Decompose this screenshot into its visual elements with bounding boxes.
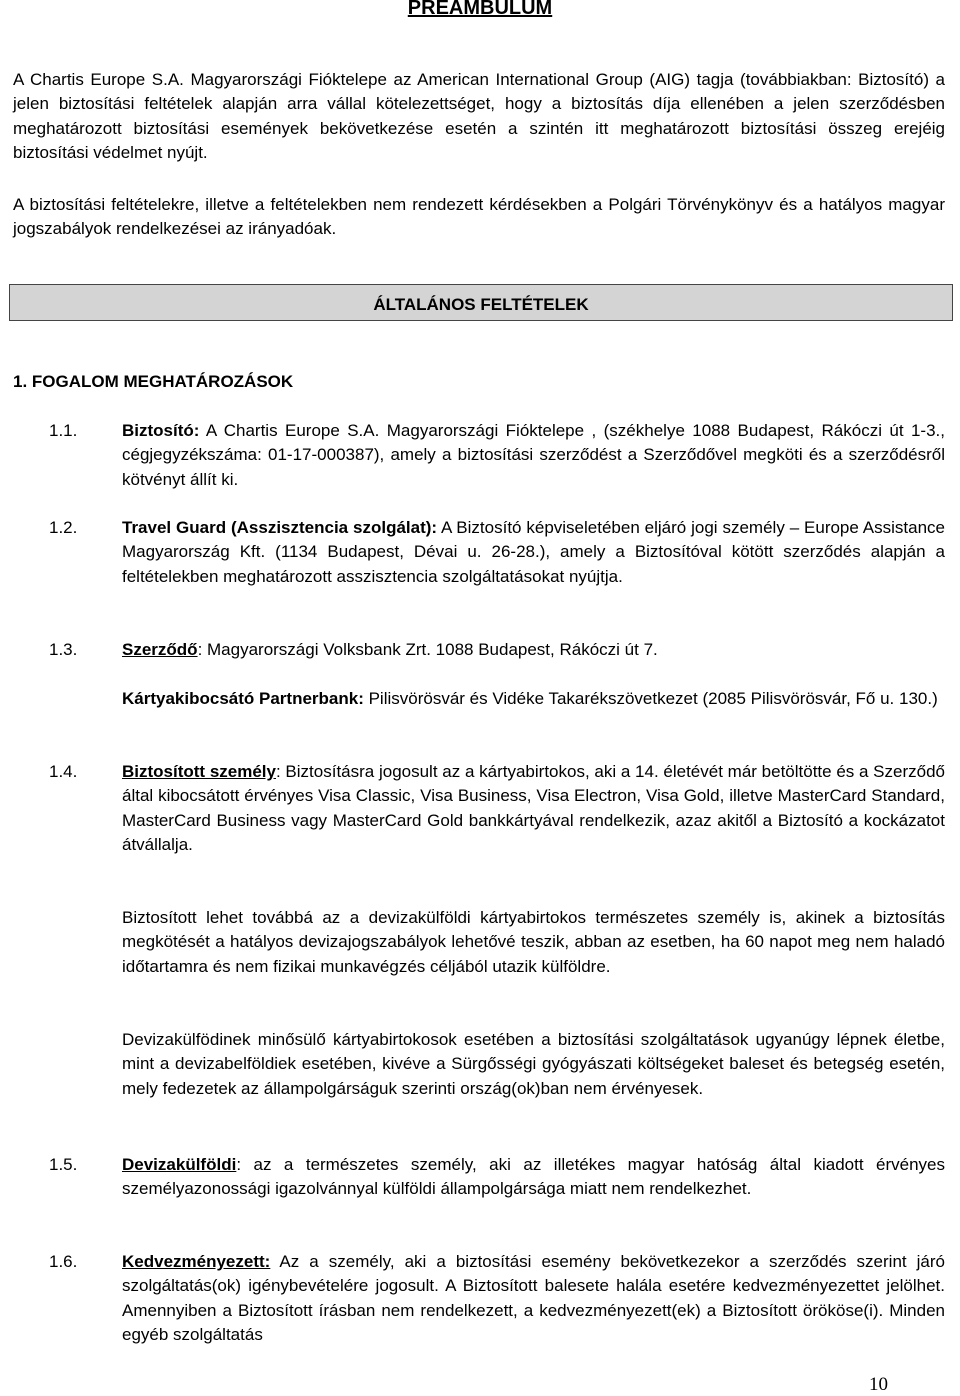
definition-1-4-paragraph-3: Devizakülfödinek minősülő kártyabirtokosok esetében a biztosítási szolgáltatások ugyanúgy lépnek életbe, mint a devizabelföldiek esetében, kivéve a Sürgősségi gyógyászati költségeket baleset és betegség esetén, mely fedezetek az állampolgárságuk szerinti ország(ok)ban nem érvényesek.	[122, 1030, 945, 1098]
definition-number-1-2: 1.2.	[49, 518, 78, 537]
definition-number-1-6: 1.6.	[49, 1252, 78, 1271]
definition-partnerbank-text: Pilisvörösvár és Vidéke Takarékszövetkezet (2085 Pilisvörösvár, Fő u. 130.)	[363, 689, 938, 708]
definition-number-1-3: 1.3.	[49, 640, 78, 659]
definition-number-1-4: 1.4.	[49, 762, 78, 781]
section-title-box: ÁLTALÁNOS FELTÉTELEK	[9, 284, 953, 321]
definition-1-4	[122, 760, 945, 857]
term-szerzodo: Szerződő	[122, 640, 198, 659]
definition-1-4-text: : Biztosításra jogosult az a kártyabirtokos, aki a 14. életévét már betöltötte és a Szerződő által kibocsátott érvényes Visa Classic, Visa Business, Visa Electron, Visa Gold, illetve MasterCard Standard, MasterCard Business vagy MasterCard Gold bankkártyával rendelkezik, azaz akitől a Biztosító a kockázatot átvállalja.	[122, 762, 945, 854]
definition-1-2	[122, 516, 945, 589]
term-biztosito: Biztosító:	[122, 421, 200, 440]
definition-number-1-1: 1.1.	[49, 421, 78, 440]
definition-1-3	[122, 638, 945, 662]
definition-partnerbank	[122, 687, 945, 711]
definition-1-6-text: Az a személy, aki a biztosítási esemény bekövetkezekor a szerződés szerint járó szolgáltatás(ok) igénybevételére jogosult. A Biztosított balesete halála esetére kedvezményezettet jelölhet. Amennyiben a Biztosított írásban nem rendelkezett, a kedvezményezett(ek) a Biztosított örököse(i). Minden egyéb szolgáltatás	[122, 1252, 945, 1344]
definition-1-4-paragraph-2: Biztosított lehet továbbá az a devizakülföldi kártyabirtokos természetes személy is, akinek a biztosítás megkötését a hatályos devizajogszabályok lehetővé teszik, abban az esetben, ha 60 napot meg nem haladó időtartamra és nem fizikai munkavégzés céljából utazik külföldre.	[122, 908, 945, 976]
term-travel-guard: Travel Guard (Asszisztencia szolgálat):	[122, 518, 438, 537]
definition-1-3-text: : Magyarországi Volksbank Zrt. 1088 Budapest, Rákóczi út 7.	[197, 640, 658, 659]
definition-1-5	[122, 1153, 945, 1202]
term-kedvezmenyezett: Kedvezményezett:	[122, 1252, 271, 1271]
term-biztositott-szemely: Biztosított személy	[122, 762, 276, 781]
term-devizakulfoldi: Devizakülföldi	[122, 1155, 237, 1174]
document-title: PREAMBULUM	[407, 0, 553, 19]
definition-1-1	[122, 419, 945, 492]
definition-1-5-text: : az a természetes személy, aki az illetékes magyar hatóság által kiadott érvényes személyazonossági igazolvánnyal külföldi állampolgársága miatt nem rendelkezhet.	[122, 1155, 945, 1199]
preamble-paragraph-1: A Chartis Europe S.A. Magyarországi Fióktelepe az American International Group (AIG) tagja (továbbiakban: Biztosító) a jelen biztosítási feltételek alapján arra vállal kötelezettséget, hogy a biztosítás díja ellenében a jelen szerződésben meghatározott biztosítási események bekövetkezése esetén a szintén itt meghatározott biztosítási összeg erejéig biztosítási védelmet nyújt.	[13, 70, 945, 162]
term-kartyakibocsato-partnerbank: Kártyakibocsátó Partnerbank:	[122, 689, 364, 708]
definition-1-1-text: A Chartis Europe S.A. Magyarországi Fióktelepe , (székhelye 1088 Budapest, Rákóczi út 1-3., cégjegyzékszáma: 01-17-000387), amely a biztosítási szerződést a Szerződővel megköti és a szerződésről kötvényt állít ki.	[122, 421, 945, 489]
definition-1-6	[122, 1250, 945, 1347]
definition-1-2-text: A Biztosító képviseletében eljáró jogi személy – Europe Assistance Magyarország Kft. (1134 Budapest, Dévai u. 26-28.), amely a Biztosítóval kötött szerződés alapján a feltételekben meghatározott asszisztencia szolgáltatásokat nyújtja.	[122, 518, 945, 586]
page-number: 10	[869, 1374, 888, 1395]
preamble-paragraph-2: A biztosítási feltételekre, illetve a feltételekben nem rendezett kérdésekben a Polgári Törvénykönyv és a hatályos magyar jogszabályok rendelkezései az irányadóak.	[13, 195, 945, 239]
definitions-heading: 1. FOGALOM MEGHATÁROZÁSOK	[13, 372, 294, 391]
definition-number-1-5: 1.5.	[49, 1155, 78, 1174]
